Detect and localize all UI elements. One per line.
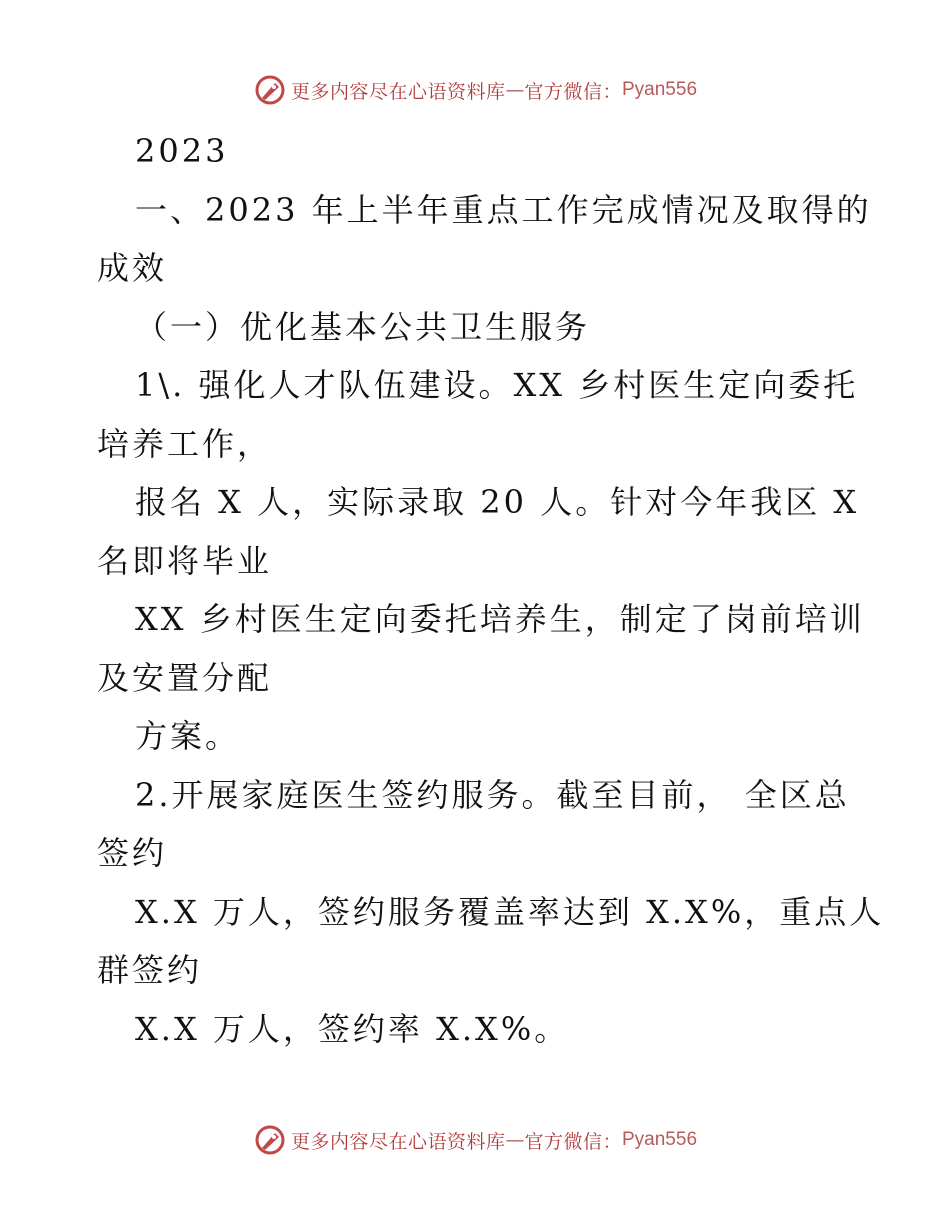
pen-nib-logo-icon xyxy=(253,1123,287,1157)
document-line: 培养工作， xyxy=(97,424,273,463)
document-line: XX 乡村医生定向委托培养生，制定了岗前培训 xyxy=(135,600,865,638)
document-line: 签约 xyxy=(97,834,168,872)
document-line: 2023 xyxy=(135,132,229,170)
watermark-wechat-id: Pyan556 xyxy=(622,79,698,100)
document-line: 群签约 xyxy=(97,951,203,989)
pen-nib-logo-icon xyxy=(253,73,287,107)
document-body xyxy=(97,122,885,1058)
watermark-wechat-label: 官方微信： xyxy=(524,80,622,103)
footer-watermark xyxy=(0,1120,950,1160)
document-line: X.X 万人，签约服务覆盖率达到 X.X%，重点人 xyxy=(135,892,885,931)
watermark-wechat-id: Pyan556 xyxy=(622,1129,698,1150)
document-line: X.X 万人，签约率 X.X%。 xyxy=(135,1009,570,1048)
document-line: 方案。 xyxy=(135,717,241,755)
watermark-text: 更多内容尽在心语资料库 xyxy=(290,80,506,103)
document-line: 及安置分配 xyxy=(97,658,273,697)
watermark-text: 更多内容尽在心语资料库 xyxy=(290,1130,506,1153)
document-line: （一）优化基本公共卫生服务 xyxy=(135,307,591,346)
document-line: 成效 xyxy=(97,249,168,287)
document-line: 名即将毕业 xyxy=(97,541,273,580)
document-line: 一、2023 年上半年重点工作完成情况及取得的 xyxy=(135,190,872,229)
watermark-separator: — xyxy=(505,79,525,101)
watermark-wechat-label: 官方微信： xyxy=(524,1130,622,1153)
watermark-separator: — xyxy=(505,1129,525,1151)
document-line: 1\. 强化人才队伍建设。XX 乡村医生定向委托 xyxy=(135,366,859,404)
header-watermark xyxy=(0,70,950,110)
document-line: 2.开展家庭医生签约服务。截至目前， 全区总 xyxy=(135,775,850,814)
document-line: 报名 X 人，实际录取 20 人。针对今年我区 X xyxy=(135,483,860,521)
